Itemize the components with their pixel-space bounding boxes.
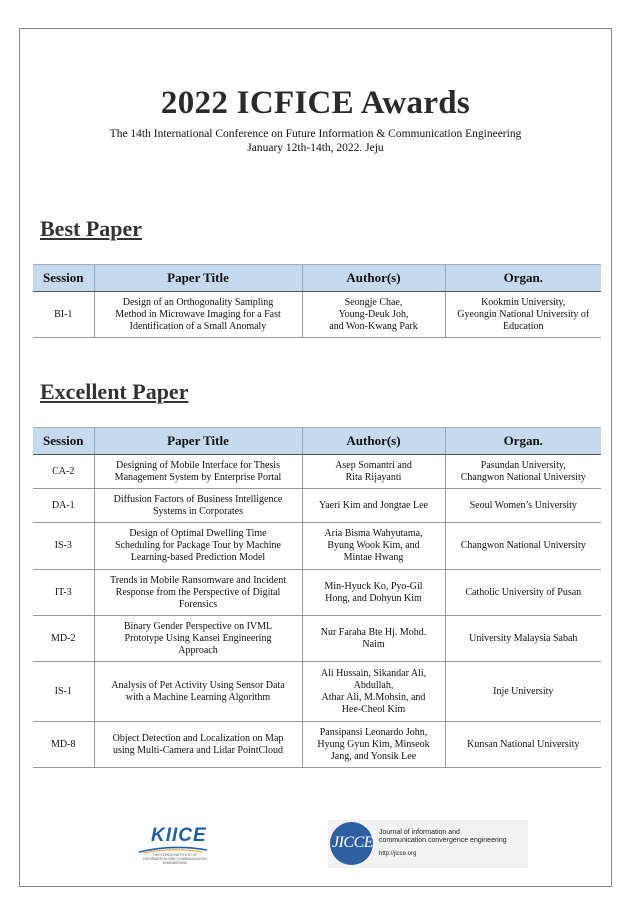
cell-paper-title: Binary Gender Perspective on IVML Prototype Using Kansei Engineering Approach [94, 616, 302, 662]
table-row [33, 570, 601, 616]
cell-paper-title: Designing of Mobile Interface for Thesis Management System by Enterprise Portal [94, 455, 302, 489]
jicce-logo-line2: communication convergence engineering [379, 837, 507, 844]
table-row [33, 489, 601, 523]
cell-authors: Seongje Chae, Young-Deuk Joh, and Won-Kwang Park [302, 292, 445, 338]
cell-authors: Min-Hyuck Ko, Pyo-Gil Hong, and Dohyun Kim [302, 570, 445, 616]
table-row [33, 662, 601, 722]
table-row [33, 722, 601, 768]
cell-paper-title: Diffusion Factors of Business Intelligence Systems in Corporates [94, 489, 302, 523]
jicce-logo-name [379, 829, 507, 845]
table-header-row [33, 428, 601, 455]
jicce-logo [328, 820, 528, 868]
cell-organ: Catholic University of Pusan [445, 570, 601, 616]
cell-paper-title: Analysis of Pet Activity Using Sensor Data with a Machine Learning Algorithm [94, 662, 302, 722]
cell-organ: Kookmin University, Gyeongin National University of Education [445, 292, 601, 338]
kiice-logo-caption: THE KOREA INSTITUTE OF INFORMATION AND COMMUNICATION ENGINEERING [143, 853, 207, 865]
jicce-logo-url: http://jicce.org [379, 851, 417, 857]
jicce-logo-word: JICCE [332, 834, 374, 851]
header-session: Session [33, 428, 94, 455]
cell-authors: Aria Bisma Wahyutama, Byung Wook Kim, and Mintae Hwang [302, 523, 445, 570]
header-authors: Author(s) [302, 265, 445, 292]
table-row [33, 455, 601, 489]
cell-session: MD-8 [33, 722, 94, 768]
cell-session: IT-3 [33, 570, 94, 616]
header-authors: Author(s) [302, 428, 445, 455]
header-organ: Organ. [445, 428, 601, 455]
kiice-logo-word: KIICE [151, 825, 207, 846]
cell-authors: Asep Somantri and Rita Rijayanti [302, 455, 445, 489]
cell-session: DA-1 [33, 489, 94, 523]
cell-authors: Nur Faraha Bte Hj. Mohd. Naim [302, 616, 445, 662]
header-paper-title: Paper Title [94, 265, 302, 292]
cell-paper-title: Design of an Orthogonality Sampling Method in Microwave Imaging for a Fast Identification of a Small Anomaly [94, 292, 302, 338]
cell-session: IS-3 [33, 523, 94, 570]
cell-paper-title: Trends in Mobile Ransomware and Incident Response from the Perspective of Digital Forensics [94, 570, 302, 616]
header-paper-title: Paper Title [94, 428, 302, 455]
kiice-logo [135, 820, 210, 865]
table-row [33, 523, 601, 570]
conference-name: The 14th International Conference on Future Information & Communication Engineering [109, 128, 522, 140]
header-organ: Organ. [445, 265, 601, 292]
jicce-logo-line1: Journal of information and [379, 829, 460, 836]
table-header-row [33, 265, 601, 292]
cell-authors: Pansipansi Leonardo John, Hyung Gyun Kim, Minseok Jang, and Yonsik Lee [302, 722, 445, 768]
cell-paper-title: Design of Optimal Dwelling Time Scheduling for Package Tour by Machine Learning-based Prediction Model [94, 523, 302, 570]
cell-organ: Changwon National University [445, 523, 601, 570]
cell-session: BI-1 [33, 292, 94, 338]
cell-session: MD-2 [33, 616, 94, 662]
excellent-paper-table [33, 427, 601, 768]
cell-organ: University Malaysia Sabah [445, 616, 601, 662]
page-title: 2022 ICFICE Awards [160, 85, 471, 121]
cell-authors: Ali Hussain, Sikandar Ali, Abdullah, Athar Ali, M.Mohsin, and Hee-Cheol Kim [302, 662, 445, 722]
cell-organ: Pasundan University, Changwon National University [445, 455, 601, 489]
cell-session: IS-1 [33, 662, 94, 722]
excellent-paper-heading: Excellent Paper [40, 379, 189, 404]
cell-organ: Inje University [445, 662, 601, 722]
conference-date: January 12th-14th, 2022. Jeju [247, 142, 384, 154]
cell-paper-title: Object Detection and Localization on Map using Multi-Camera and Lidar PointCloud [94, 722, 302, 768]
best-paper-table [33, 264, 601, 338]
table-row [33, 292, 601, 338]
header-session: Session [33, 265, 94, 292]
table-row [33, 616, 601, 662]
cell-organ: Kunsan National University [445, 722, 601, 768]
cell-organ: Seoul Women’s University [445, 489, 601, 523]
cell-session: CA-2 [33, 455, 94, 489]
best-paper-heading: Best Paper [40, 216, 143, 241]
cell-authors: Yaeri Kim and Jongtae Lee [302, 489, 445, 523]
